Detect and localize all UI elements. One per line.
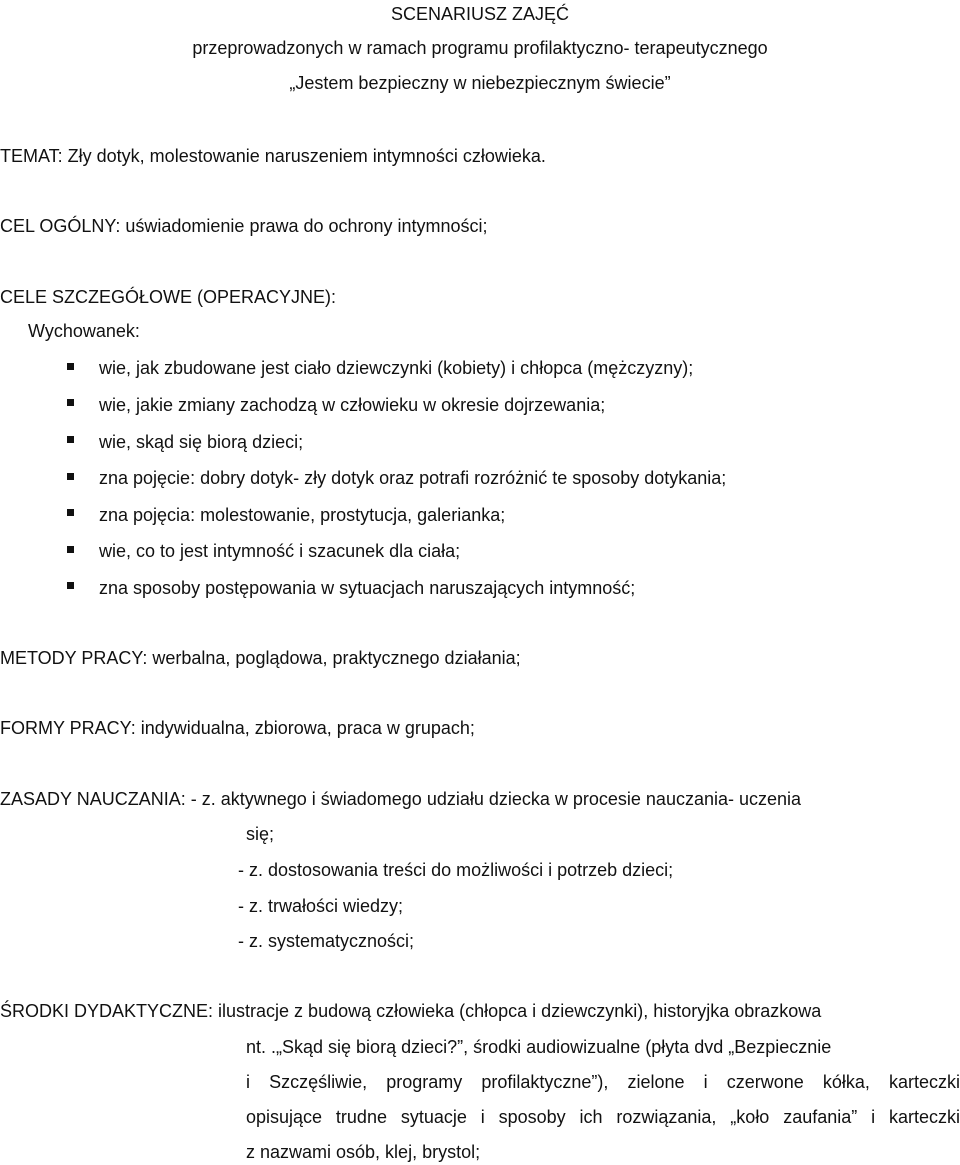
teaching-principles-line: - z. trwałości wiedzy; (238, 896, 404, 916)
bullet-square-icon (67, 363, 74, 370)
list-item-text: wie, co to jest intymność i szacunek dla ciała; (99, 541, 461, 561)
specific-goals-subheading: Wychowanek: (28, 321, 140, 341)
teaching-principles-line: się; (246, 824, 275, 844)
bullet-square-icon (67, 582, 74, 589)
list-item-text: wie, jakie zmiany zachodzą w człowieku w okresie dojrzewania; (99, 395, 606, 415)
teaching-aids-line: nt. .„Skąd się biorą dzieci?”, środki audiowizualne (płyta dvd „Bezpiecznie (246, 1037, 832, 1057)
bullet-square-icon (67, 509, 74, 516)
list-item-text: zna sposoby postępowania w sytuacjach naruszających intymność; (99, 578, 636, 598)
work-methods: METODY PRACY: werbalna, poglądowa, praktycznego działania; (0, 648, 521, 668)
teaching-principles-line: - z. dostosowania treści do możliwości i potrzeb dzieci; (238, 860, 674, 880)
teaching-aids-line: ŚRODKI DYDAKTYCZNE: ilustracje z budową człowieka (chłopca i dziewczynki), historyjka obrazkowa (0, 1001, 822, 1021)
specific-goals-heading: CELE SZCZEGÓŁOWE (OPERACYJNE): (0, 287, 337, 307)
work-forms: FORMY PRACY: indywidualna, zbiorowa, praca w grupach; (0, 718, 475, 738)
teaching-principles-line: - z. systematyczności; (238, 931, 415, 951)
list-item-text: zna pojęcia: molestowanie, prostytucja, galerianka; (99, 505, 506, 525)
general-goal: CEL OGÓLNY: uświadomienie prawa do ochrony intymności; (0, 216, 488, 236)
topic: TEMAT: Zły dotyk, molestowanie naruszeniem intymności człowieka. (0, 146, 546, 166)
teaching-aids-line: opisujące trudne sytuacje i sposoby ich rozwiązania, „koło zaufania” i karteczki (246, 1107, 960, 1127)
list-item-text: wie, jak zbudowane jest ciało dziewczynki (kobiety) i chłopca (mężczyzny); (99, 358, 694, 378)
teaching-aids-line: i Szczęśliwie, programy profilaktyczne”), zielone i czerwone kółka, karteczki (246, 1072, 960, 1092)
bullet-square-icon (67, 436, 74, 443)
bullet-square-icon (67, 473, 74, 480)
list-item-text: zna pojęcie: dobry dotyk- zły dotyk oraz potrafi rozróżnić te sposoby dotykania; (99, 468, 727, 488)
document-title: SCENARIUSZ ZAJĘĆ (390, 4, 570, 24)
program-name: „Jestem bezpieczny w niebezpiecznym świecie” (289, 73, 671, 93)
bullet-square-icon (67, 546, 74, 553)
teaching-principles-line: ZASADY NAUCZANIA: - z. aktywnego i świadomego udziału dziecka w procesie nauczania- uczenia (0, 789, 802, 809)
teaching-aids-line: z nazwami osób, klej, brystol; (246, 1142, 481, 1162)
bullet-square-icon (67, 399, 74, 406)
document-subtitle: przeprowadzonych w ramach programu profilaktyczno- terapeutycznego (192, 38, 768, 58)
list-item-text: wie, skąd się biorą dzieci; (99, 432, 304, 452)
